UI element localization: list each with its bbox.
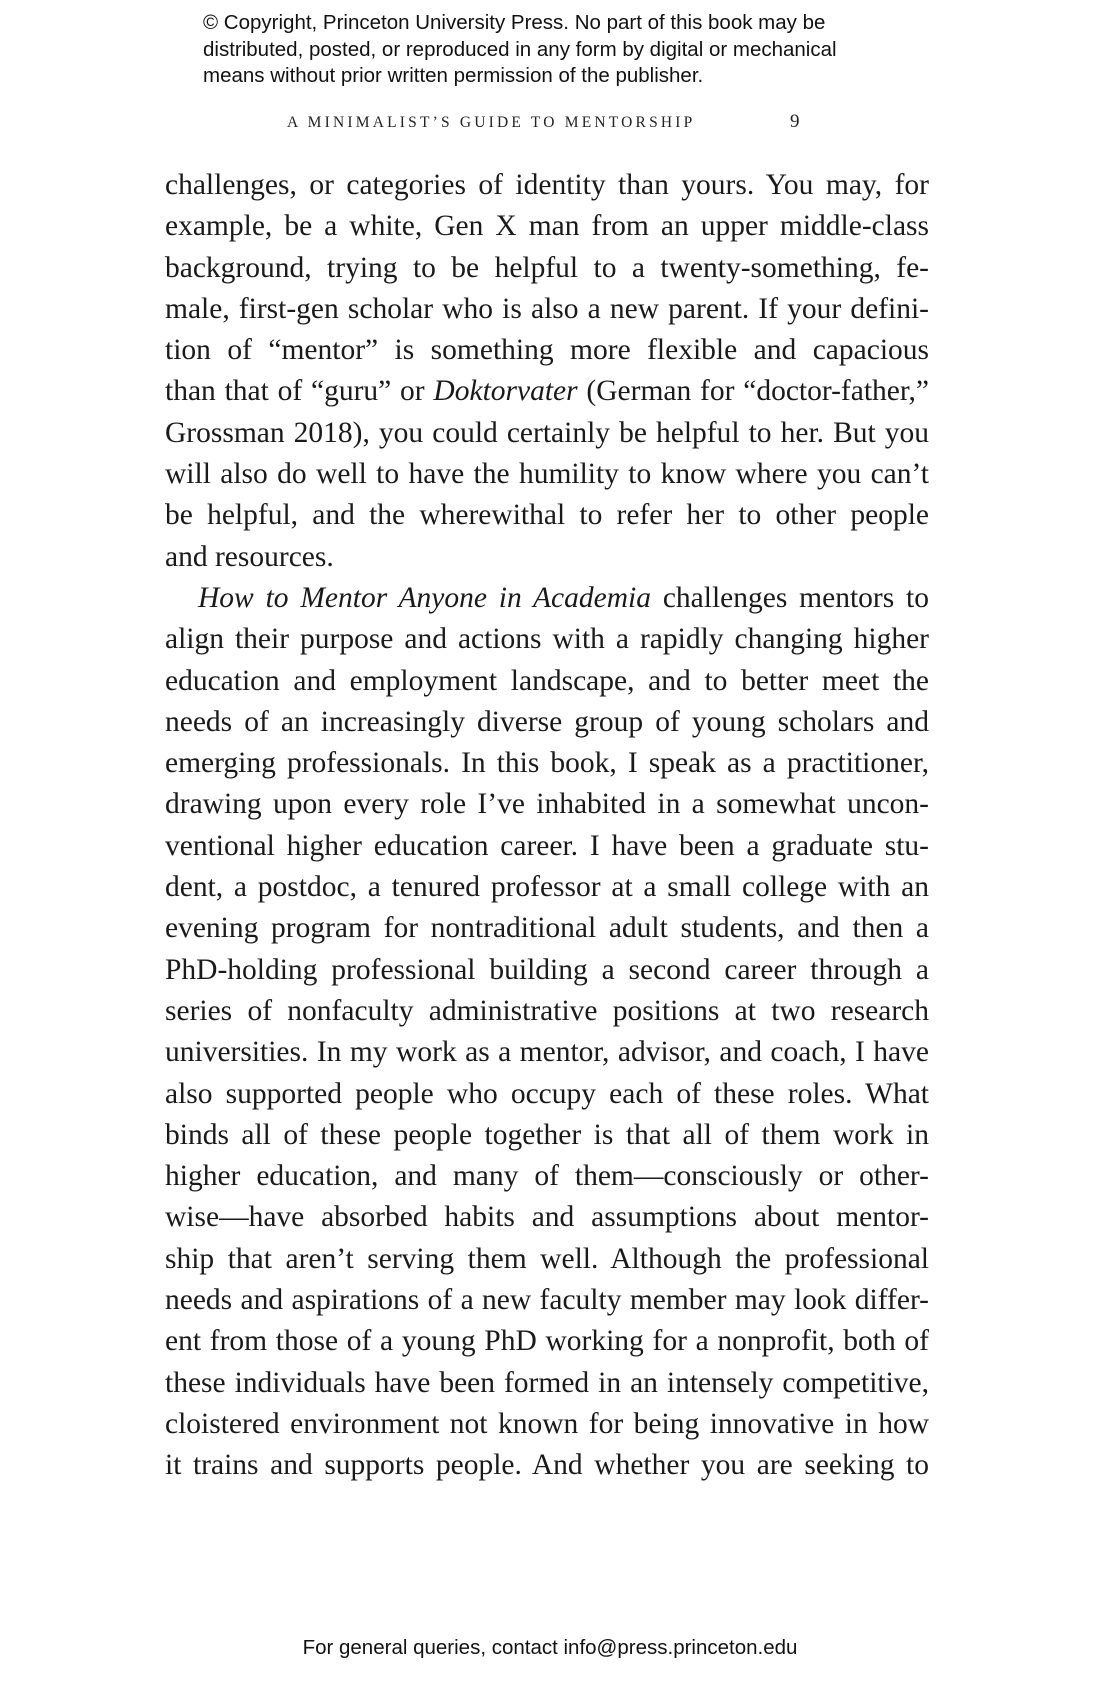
text-line: PhD-holding professional building a second career through a xyxy=(165,953,929,986)
book-title: How to Mentor Anyone in Academia xyxy=(198,581,651,614)
text-line: ship that aren’t serving them well. Although the professional xyxy=(165,1242,929,1275)
text-line: ent from those of a young PhD working for a nonprofit, both of xyxy=(165,1325,929,1358)
text-line: ventional higher education career. I have been a graduate stu- xyxy=(165,829,929,862)
body-text xyxy=(165,165,929,1487)
text-line: these individuals have been formed in an intensely competitive, xyxy=(165,1366,929,1399)
text-line: needs of an increasingly diverse group of young scholars and xyxy=(165,705,929,738)
text-line: education and employment landscape, and to better meet the xyxy=(165,664,929,697)
paragraph-2 xyxy=(165,578,929,1487)
footer-contact: For general queries, contact info@press.princeton.edu xyxy=(302,1636,798,1659)
text-line: it trains and supports people. And whether you are seeking to xyxy=(165,1449,929,1482)
text-line: align their purpose and actions with a rapidly changing higher xyxy=(165,623,929,656)
italic-term: Doktorvater xyxy=(433,375,578,408)
text-line: higher education, and many of them—consciously or other- xyxy=(165,1160,929,1193)
text-line: and resources. xyxy=(165,540,334,573)
running-head-title: A MINIMALIST’S GUIDE TO MENTORSHIP xyxy=(287,114,696,131)
text-line: evening program for nontraditional adult students, and then a xyxy=(165,912,929,945)
text-line: universities. In my work as a mentor, advisor, and coach, I have xyxy=(165,1036,929,1069)
copyright-line: © Copyright, Princeton University Press. No part of this book may be xyxy=(203,11,826,34)
text-line: binds all of these people together is that all of them work in xyxy=(165,1118,929,1151)
page-number: 9 xyxy=(790,111,800,132)
text-line: drawing upon every role I’ve inhabited in a somewhat uncon- xyxy=(165,788,929,821)
text-run: challenges mentors to xyxy=(651,581,929,614)
copyright-line: distributed, posted, or reproduced in any form by digital or mechanical xyxy=(203,37,837,61)
text-line: example, be a white, Gen X man from an upper middle-class xyxy=(165,210,929,243)
copyright-line: means without prior written permission of the publisher. xyxy=(203,64,704,87)
copyright-notice xyxy=(203,10,963,90)
text-line xyxy=(165,578,929,619)
text-line: wise—have absorbed habits and assumptions about mentor- xyxy=(165,1201,929,1234)
text-run: (German for “doctor-father,” xyxy=(577,375,929,408)
text-line: series of nonfaculty administrative positions at two research xyxy=(165,994,929,1027)
text-line: be helpful, and the wherewithal to refer her to other people xyxy=(165,499,929,532)
text-line xyxy=(165,371,929,412)
text-line: tion of “mentor” is something more flexible and capacious xyxy=(165,334,929,367)
text-line: cloistered environment not known for being innovative in how xyxy=(165,1407,929,1440)
text-line: background, trying to be helpful to a twenty-something, fe- xyxy=(165,251,929,284)
text-line: challenges, or categories of identity than yours. You may, for xyxy=(165,169,929,201)
text-line: dent, a postdoc, a tenured professor at a small college with an xyxy=(165,871,929,904)
text-line: also supported people who occupy each of these roles. What xyxy=(165,1077,929,1110)
text-line: Grossman 2018), you could certainly be helpful to her. But you xyxy=(165,416,929,449)
paragraph-1 xyxy=(165,165,929,578)
text-run: than that of “guru” or xyxy=(165,375,434,408)
text-line: male, first-gen scholar who is also a new parent. If your defini- xyxy=(165,292,929,325)
text-line: needs and aspirations of a new faculty member may look differ- xyxy=(165,1284,929,1317)
text-line: will also do well to have the humility to know where you can’t xyxy=(165,458,929,491)
text-line: emerging professionals. In this book, I speak as a practitioner, xyxy=(165,747,929,780)
